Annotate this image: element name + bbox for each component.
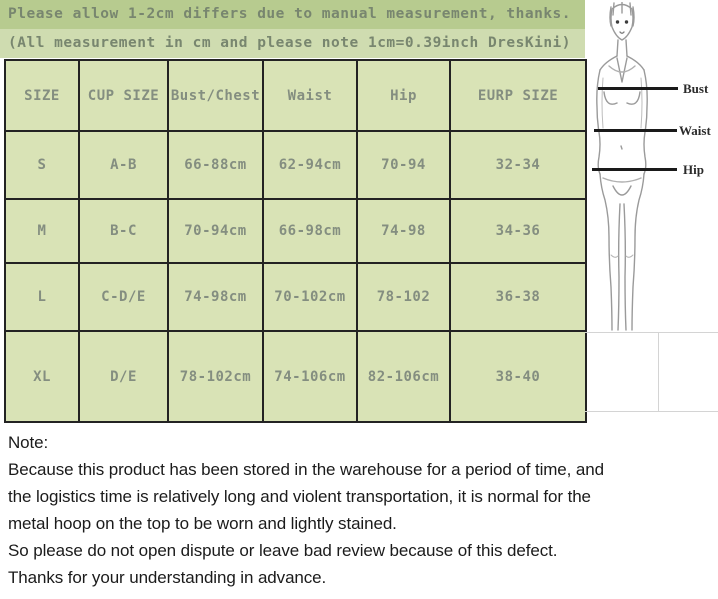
- cell-eurp-size: 34-36: [450, 199, 586, 263]
- note-title: Note:: [8, 433, 49, 452]
- table-row-m: [5, 199, 586, 263]
- bust-label: Bust: [683, 81, 709, 96]
- cell-hip: 70-94: [357, 131, 450, 199]
- size-chart-table: [4, 59, 587, 423]
- note-line: So please do not open dispute or leave bad review because of this defect.: [8, 541, 558, 560]
- note-line: metal hoop on the top to be worn and lightly stained.: [8, 514, 397, 533]
- note-block: [8, 429, 714, 591]
- column-header-cup-size: CUP SIZE: [79, 60, 168, 131]
- hip-label: Hip: [683, 162, 704, 177]
- cell-hip: 74-98: [357, 199, 450, 263]
- column-header-hip: Hip: [357, 60, 450, 131]
- note-line: Because this product has been stored in the warehouse for a period of time, and: [8, 460, 604, 479]
- cell-size: S: [5, 131, 79, 199]
- column-header-waist: Waist: [263, 60, 357, 131]
- column-header-size: SIZE: [5, 60, 79, 131]
- column-header-eurp-size: EURP SIZE: [450, 60, 586, 131]
- cell-hip: 78-102: [357, 263, 450, 331]
- note-line: the logistics time is relatively long and violent transportation, it is normal for the: [8, 487, 591, 506]
- cell-hip: 82-106cm: [357, 331, 450, 422]
- cell-bust: 70-94cm: [168, 199, 263, 263]
- cell-bust: 66-88cm: [168, 131, 263, 199]
- cell-cup-size: A-B: [79, 131, 168, 199]
- cell-eurp-size: 38-40: [450, 331, 586, 422]
- waist-measure-line: [594, 129, 677, 132]
- header-line-2: (All measurement in cm and please note 1cm=0.39inch DresKini): [0, 29, 585, 58]
- header-line-1: Please allow 1-2cm differs due to manual measurement, thanks.: [0, 0, 585, 29]
- background-gridline: [658, 332, 659, 411]
- cell-size: XL: [5, 331, 79, 422]
- waist-label: Waist: [679, 123, 711, 138]
- cell-waist: 74-106cm: [263, 331, 357, 422]
- cell-bust: 74-98cm: [168, 263, 263, 331]
- table-row-s: [5, 131, 586, 199]
- column-header-bust-chest: Bust/Chest: [168, 60, 263, 131]
- cell-waist: 70-102cm: [263, 263, 357, 331]
- table-row-xl: [5, 331, 586, 422]
- table-row-l: [5, 263, 586, 331]
- bust-measure-line: [598, 87, 678, 90]
- cell-cup-size: C-D/E: [79, 263, 168, 331]
- note-line: Thanks for your understanding in advance.: [8, 568, 327, 587]
- cell-size: L: [5, 263, 79, 331]
- cell-eurp-size: 36-38: [450, 263, 586, 331]
- cell-eurp-size: 32-34: [450, 131, 586, 199]
- cell-cup-size: D/E: [79, 331, 168, 422]
- background-gridline: [585, 411, 718, 412]
- cell-waist: 66-98cm: [263, 199, 357, 263]
- cell-size: M: [5, 199, 79, 263]
- table-header-row: [5, 60, 586, 131]
- cell-bust: 78-102cm: [168, 331, 263, 422]
- cell-waist: 62-94cm: [263, 131, 357, 199]
- hip-measure-line: [592, 168, 677, 171]
- cell-cup-size: B-C: [79, 199, 168, 263]
